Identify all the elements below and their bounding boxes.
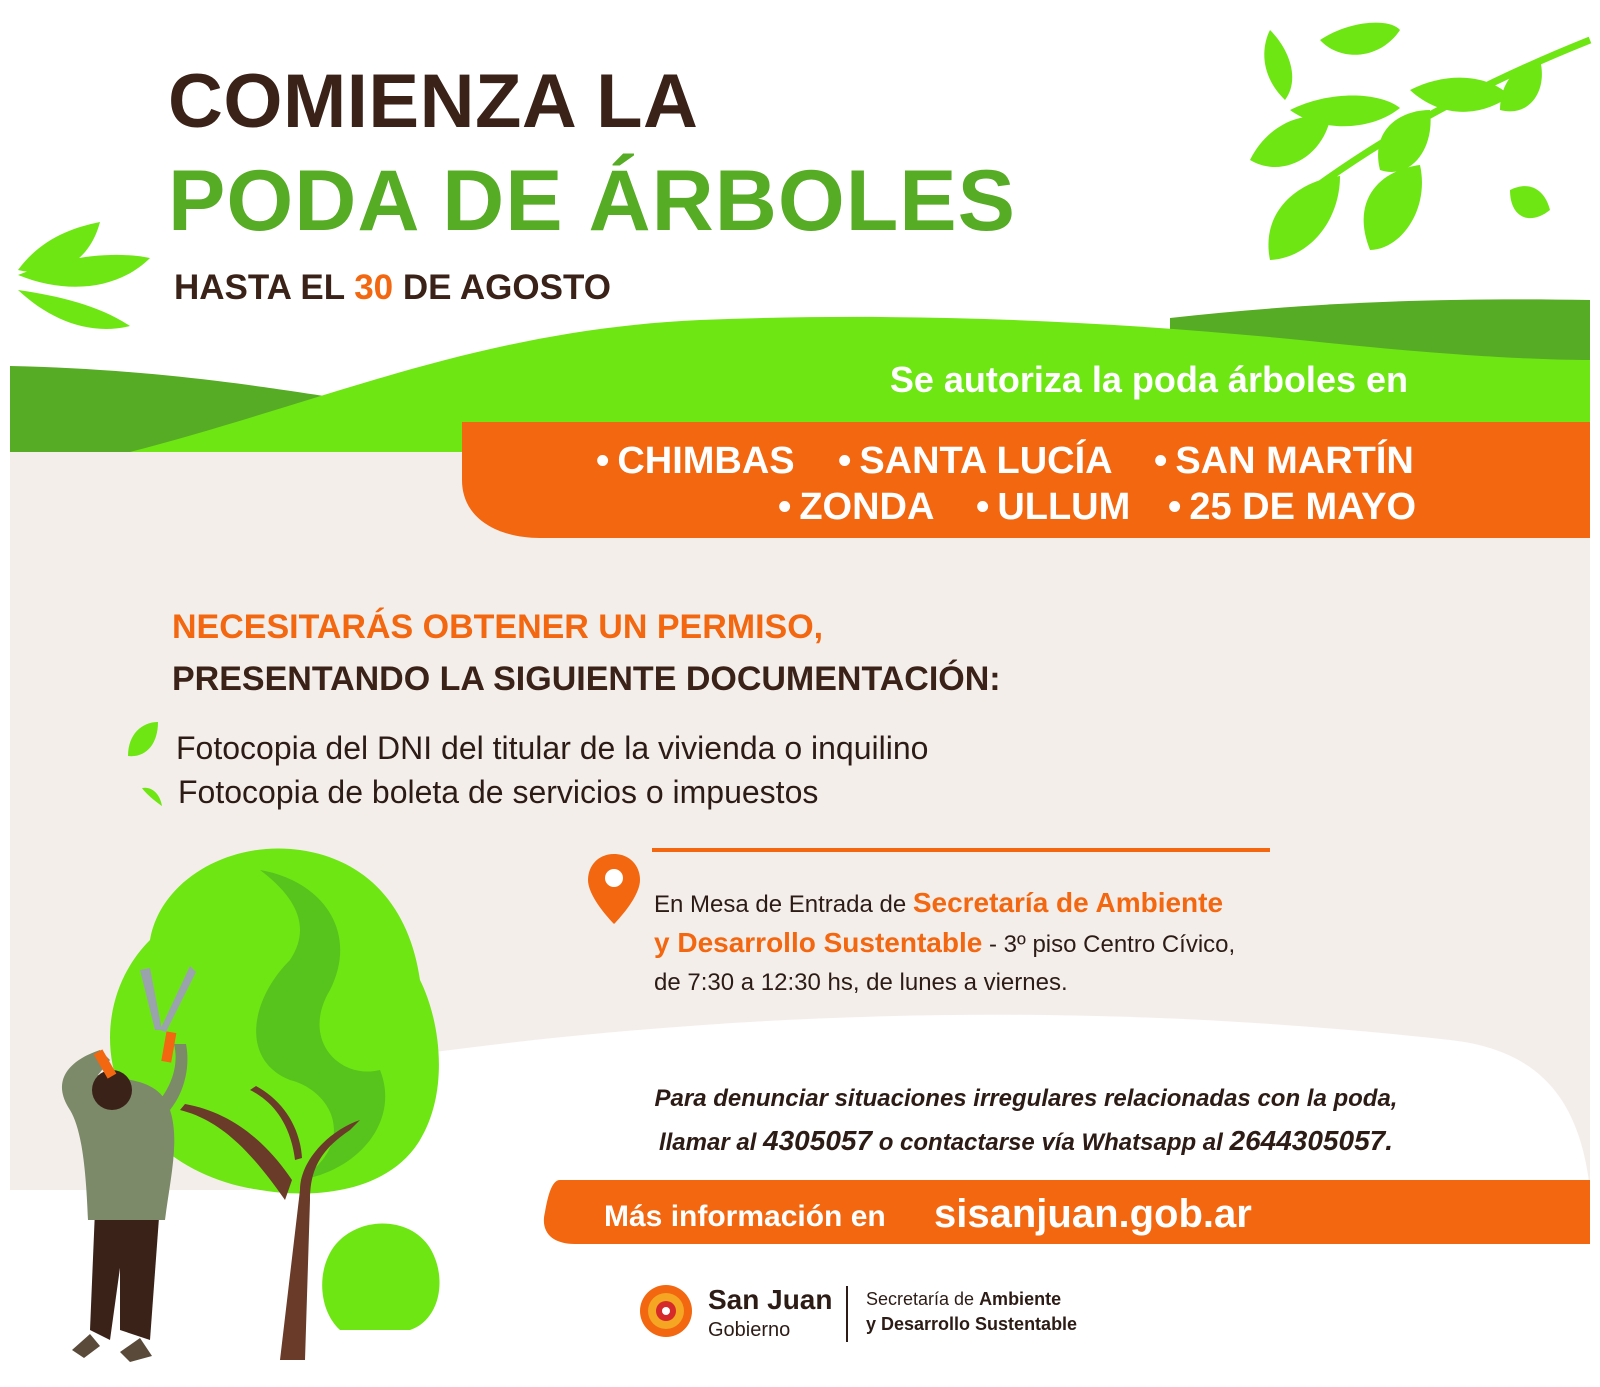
location-item	[1168, 488, 1416, 526]
bullet: •	[1154, 440, 1168, 482]
report-end: .	[1385, 1125, 1394, 1156]
permit-heading: NECESITARÁS OBTENER UN PERMISO,	[172, 608, 824, 646]
office-name-2: y Desarrollo Sustentable	[654, 927, 983, 958]
brand-sub: Gobierno	[708, 1319, 791, 1341]
office-name-1: Secretaría de Ambiente	[912, 887, 1224, 918]
documents-heading: PRESENTANDO LA SIGUIENTE DOCUMENTACIÓN:	[172, 660, 1001, 698]
title-line-1: COMIENZA LA	[168, 59, 699, 144]
location-item	[976, 488, 1130, 526]
bullet: •	[976, 486, 990, 528]
location-label: SAN MARTÍN	[1175, 440, 1414, 482]
location-label: SANTA LUCÍA	[859, 440, 1113, 482]
branch-top-right	[1250, 23, 1590, 260]
phone-number[interactable]: 4305057	[763, 1125, 873, 1156]
bullet: •	[1168, 486, 1182, 528]
subtitle-prefix: HASTA EL	[174, 268, 355, 307]
address-floor: - 3º piso Centro Cívico,	[982, 931, 1236, 958]
whatsapp-number[interactable]: 2644305057	[1229, 1125, 1386, 1156]
office-hours: de 7:30 a 12:30 hs, de lunes a viernes.	[654, 969, 1068, 996]
location-label: CHIMBAS	[617, 440, 795, 482]
report-mid: o contactarse vía Whatsapp al	[872, 1129, 1230, 1156]
bullet: •	[778, 486, 792, 528]
report-line-1: Para denunciar situaciones irregulares relacionadas con la poda,	[654, 1085, 1398, 1112]
authorized-intro: Se autoriza la poda árboles en	[889, 359, 1408, 400]
secretariat-line-1	[866, 1290, 1061, 1308]
deadline-subtitle	[174, 270, 611, 305]
address-prefix: En Mesa de Entrada de	[654, 891, 913, 918]
report-prefix: llamar al	[658, 1129, 764, 1156]
document-item: Fotocopia de boleta de servicios o impuestos	[178, 774, 819, 810]
report-notice	[560, 1078, 1492, 1164]
location-item	[596, 442, 795, 480]
sun-flower-logo-icon	[640, 1285, 692, 1337]
location-label: 25 DE MAYO	[1189, 486, 1416, 528]
location-item	[1154, 442, 1414, 480]
secretariat-prefix: Secretaría de	[866, 1289, 980, 1309]
deadline-day: 30	[354, 268, 394, 307]
location-label: ULLUM	[997, 486, 1131, 528]
location-item	[778, 488, 934, 526]
secretariat-line-2: y Desarrollo Sustentable	[866, 1314, 1078, 1334]
brand-name: San Juan	[708, 1284, 833, 1315]
website-link[interactable]: sisanjuan.gob.ar	[934, 1192, 1252, 1236]
location-label: ZONDA	[799, 486, 935, 528]
secretariat-bold: Ambiente	[979, 1289, 1062, 1309]
location-item	[838, 442, 1113, 480]
title-line-2: PODA DE ÁRBOLES	[168, 153, 1016, 249]
subtitle-suffix: DE AGOSTO	[393, 268, 611, 307]
leaves-top-left	[18, 222, 150, 329]
office-address	[654, 884, 1334, 1002]
more-info-label: Más información en	[604, 1200, 886, 1233]
bullet: •	[838, 440, 852, 482]
document-item: Fotocopia del DNI del titular de la vivienda o inquilino	[176, 730, 929, 766]
bullet: •	[596, 440, 610, 482]
